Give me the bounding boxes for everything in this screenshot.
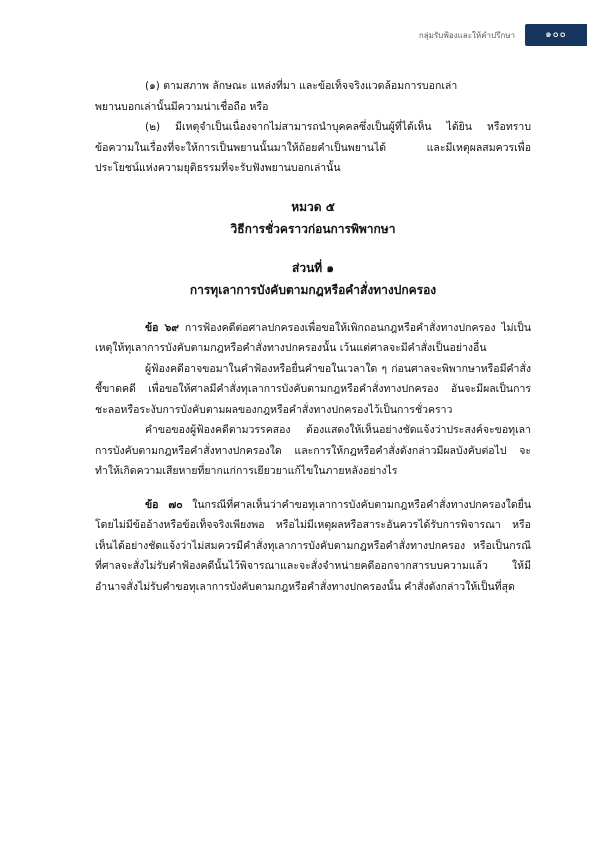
header-section-text: กลุ่มรับฟ้องและให้คำปรึกษา xyxy=(418,31,515,40)
section-70-label: ข้อ ๗๐ xyxy=(145,498,183,511)
part-heading: ส่วนที่ ๑ xyxy=(292,260,334,275)
section-69-paragraph-2: ผู้ฟ้องคดีอาจขอมาในคำฟ้องหรือยื่นคำขอในเวลาใด ๆ ก่อนศาลจะพิพากษาหรือมีคำสั่งชี้ขาดคดี เพื่อขอให้ศาลมีคำสั่งทุเลาการบังคับตามกฎหรือคำสั่งทางปกครอง อันจะมีผลเป็นการชะลอหรือระงับการบังคับตามผลของกฎหรือคำสั่งทางปกครองไว้เป็นการชั่วคราว xyxy=(95,362,531,416)
section-69-label: ข้อ ๖๙ xyxy=(145,321,179,334)
chapter-heading: หมวด ๕ xyxy=(291,199,335,214)
document-body xyxy=(95,76,531,597)
page-number-badge: ๑๐๐ xyxy=(525,24,587,46)
item-2-paragraph: (๒) มีเหตุจำเป็นเนื่องจากไม่สามารถนำบุคคลซึ่งเป็นผู้ที่ได้เห็น ได้ยิน หรือทราบข้อความในเรื่องที่จะให้การเป็นพยานนั้นมาให้ถ้อยคำเป็นพยานได้ และมีเหตุผลสมควรเพื่อประโยชน์แห่งความยุติธรรมที่จะรับฟังพยานบอกเล่านั้น xyxy=(95,121,531,174)
item-1-continuation: พยานบอกเล่านั้นมีความน่าเชื่อถือ หรือ xyxy=(95,100,269,113)
page-header xyxy=(0,24,595,48)
section-69-paragraph xyxy=(95,318,531,359)
section-69-text: การฟ้องคดีต่อศาลปกครองเพื่อขอให้เพิกถอนกฎหรือคำสั่งทางปกครอง ไม่เป็นเหตุให้ทุเลาการบังคับตามกฎหรือคำสั่งทางปกครองนั้น เว้นแต่ศาลจะมีคำสั่งเป็นอย่างอื่น xyxy=(95,321,532,354)
section-69-paragraph-3: คำขอของผู้ฟ้องคดีตามวรรคสอง ต้องแสดงให้เห็นอย่างชัดแจ้งว่าประสงค์จะขอทุเลาการบังคับตามกฎหรือคำสั่งทางปกครองใด และการให้กฎหรือคำสั่งดังกล่าวมีผลบังคับต่อไป จะทำให้เกิดความเสียหายที่ยากแก่การเยียวยาแก้ไขในภายหลังอย่างไร xyxy=(95,424,531,477)
part-title: การทุเลาการบังคับตามกฎหรือคำสั่งทางปกครอง xyxy=(189,282,437,297)
chapter-title: วิธีการชั่วคราวก่อนการพิพากษา xyxy=(230,221,396,236)
section-70-text: ในกรณีที่ศาลเห็นว่าคำขอทุเลาการบังคับตามกฎหรือคำสั่งทางปกครองใดยื่นโดยไม่มีข้ออ้างหรือข้อเท็จจริงเพียงพอ หรือไม่มีเหตุผลหรือสาระอันควรได้รับการพิจารณา หรือเห็นได้อย่างชัดแจ้งว่าไม่สมควรมีคำสั่งทุเลาการบังคับตามกฎหรือคำสั่งทางปกครอง หรือเป็นกรณีที่ศาลจะสั่งไม่รับคำฟ้องคดีนั้นไว้พิจารณาและจะสั่งจำหน่ายคดีออกจากสารบบความแล้ว ให้มีอำนาจสั่งไม่รับคำขอทุเลาการบังคับตามกฎหรือคำสั่งทางปกครองนั้น คำสั่งดังกล่าวให้เป็นที่สุด xyxy=(95,498,531,593)
item-1-paragraph: (๑) ตามสภาพ ลักษณะ แหล่งที่มา และข้อเท็จจริงแวดล้อมการบอกเล่า xyxy=(145,80,458,92)
section-70-paragraph xyxy=(95,495,531,598)
